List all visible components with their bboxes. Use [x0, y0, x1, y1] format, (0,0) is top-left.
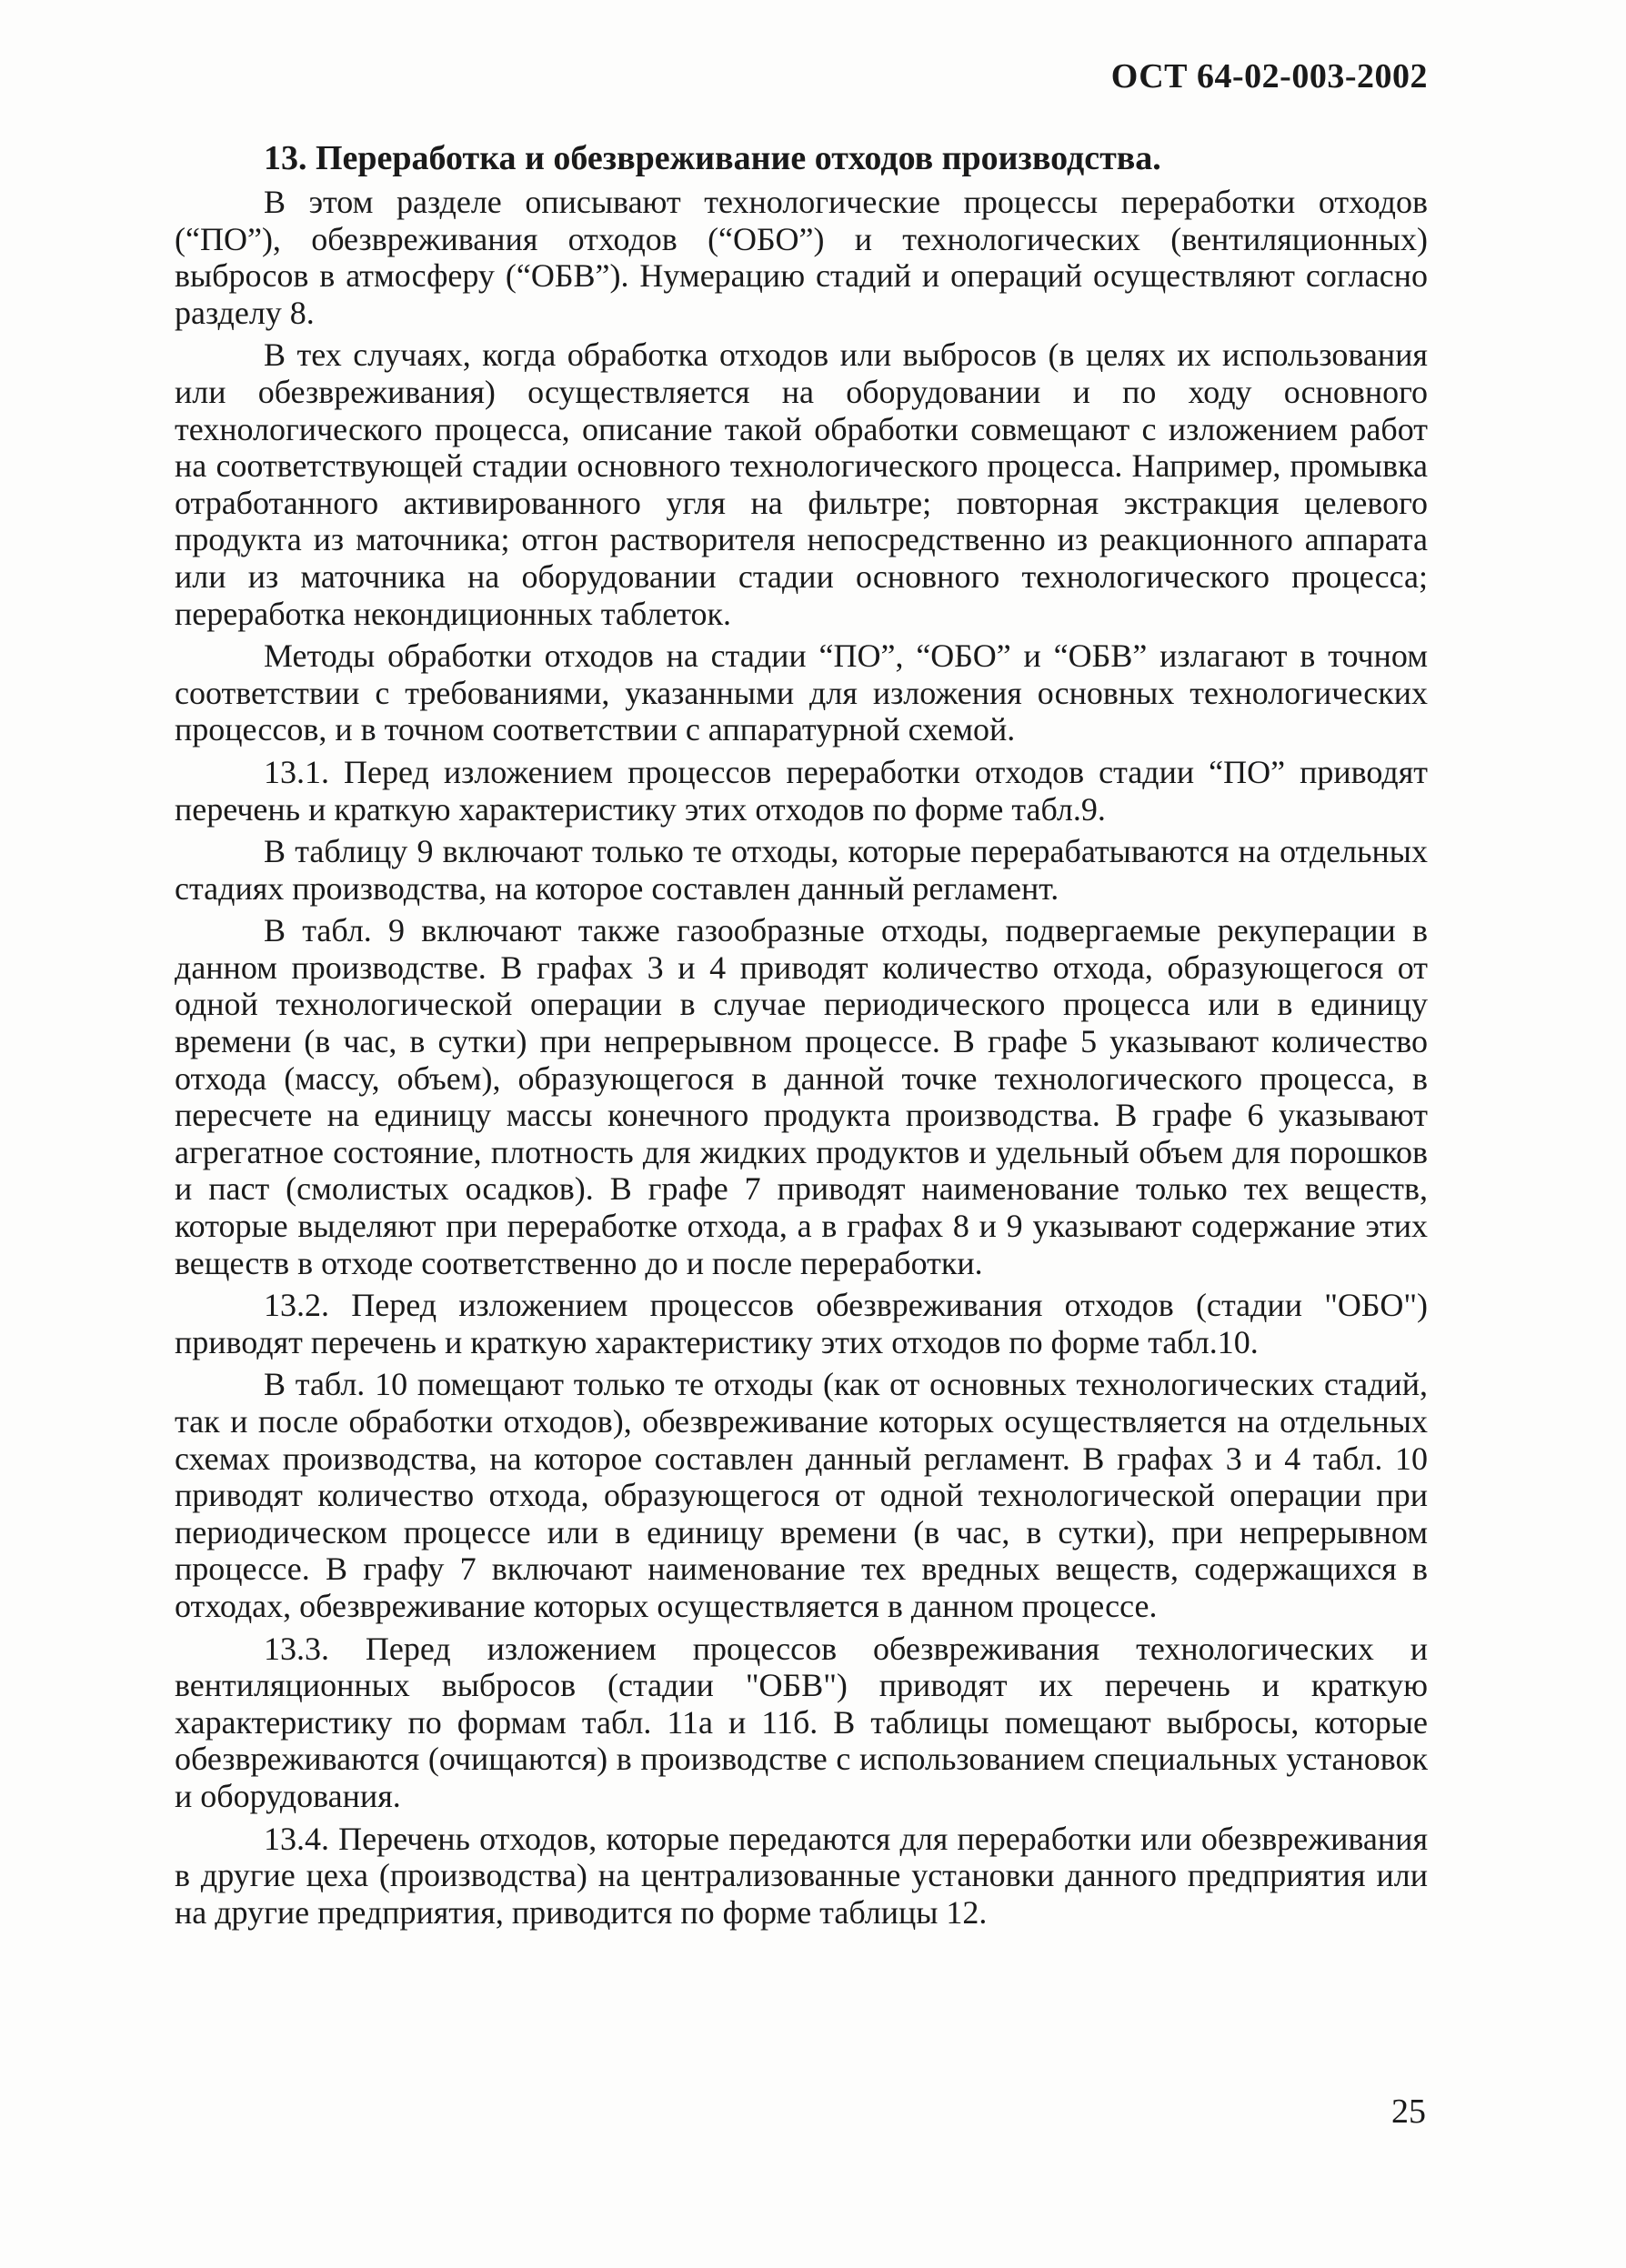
paragraph: 13.4. Перечень отходов, которые передаются для переработки или обезвреживания в другие цеха (производства) на централизованные установки данного предприятия или на другие предприятия, приводится по форме таблицы 12.: [175, 1820, 1428, 1931]
paragraph: 13.3. Перед изложением процессов обезвреживания технологических и вентиляционных выбросов (стадии "ОБВ") приводят их перечень и краткую характеристику по формам табл. 11а и 11б. В таблицы помещают выбросы, которые обезвреживаются (очищаются) в производстве с использованием специальных установок и оборудования.: [175, 1630, 1428, 1814]
paragraph: В табл. 10 помещают только те отходы (как от основных технологических стадий, так и после обработки отходов), обезвреживание которых осуществляется на отдельных схемах производства, на которое составлен данный регламент. В графах 3 и 4 табл. 10 приводят количество отхода, образующегося от одной технологической операции при периодическом процессе или в единицу времени (в час, в сутки), при непрерывном процессе. В графу 7 включают наименование тех вредных веществ, содержащихся в отходах, обезвреживание которых осуществляется в данном процессе.: [175, 1366, 1428, 1624]
section-title: 13. Переработка и обезвреживание отходов производства.: [264, 139, 1161, 177]
paragraph: Методы обработки отходов на стадии “ПО”, “ОБО” и “ОБВ” излагают в точном соответствии с требованиями, указанными для изложения основных технологических процессов, и в точном соответствии с аппаратурной схемой.: [175, 637, 1428, 748]
page-number: 25: [1391, 2092, 1426, 2131]
paragraph: 13.1. Перед изложением процессов переработки отходов стадии “ПО” приводят перечень и краткую характеристику этих отходов по форме табл.9.: [175, 753, 1428, 828]
paragraph: В табл. 9 включают также газообразные отходы, подвергаемые рекуперации в данном производстве. В графах 3 и 4 приводят количество отхода, образующегося от одной технологической операции в случае периодического процесса или в единицу времени (в час, в сутки) при непрерывном процессе. В графе 5 указывают количество отхода (массу, объем), образующегося в данной точке технологического процесса, в пересчете на единицу массы конечного продукта производства. В графе 6 указывают агрегатное состояние, плотность для жидких продуктов и удельный объем для порошков и паст (смолистых осадков). В графе 7 приводят наименование только тех веществ, которые выделяют при переработке отхода, а в графах 8 и 9 указывают содержание этих веществ в отходе соответственно до и после переработки.: [175, 912, 1428, 1281]
paragraph: В этом разделе описывают технологические процессы переработки отходов (“ПО”), обезвреживания отходов (“ОБО”) и технологических (вентиляционных) выбросов в атмосферу (“ОБВ”). Нумерацию стадий и операций осуществляют согласно разделу 8.: [175, 184, 1428, 331]
paragraph: 13.2. Перед изложением процессов обезвреживания отходов (стадии "ОБО") приводят перечень и краткую характеристику этих отходов по форме табл.10.: [175, 1287, 1428, 1360]
paragraph: В тех случаях, когда обработка отходов или выбросов (в целях их использования или обезвреживания) осуществляется на оборудовании и по ходу основного технологического процесса, описание такой обработки совмещают с изложением работ на соответствующей стадии основного технологического процесса. Например, промывка отработанного активированного угля на фильтре; повторная экстракция целевого продукта из маточника; отгон растворителя непосредственно из реакционного аппарата или из маточника на оборудовании стадии основного технологического процесса; переработка некондиционных таблеток.: [175, 336, 1428, 632]
document-code: ОСТ 64-02-003-2002: [1110, 57, 1428, 95]
section-body: [175, 138, 1428, 1936]
paragraph: В таблицу 9 включают только те отходы, которые перерабатываются на отдельных стадиях производства, на которое составлен данный регламент.: [175, 833, 1428, 907]
